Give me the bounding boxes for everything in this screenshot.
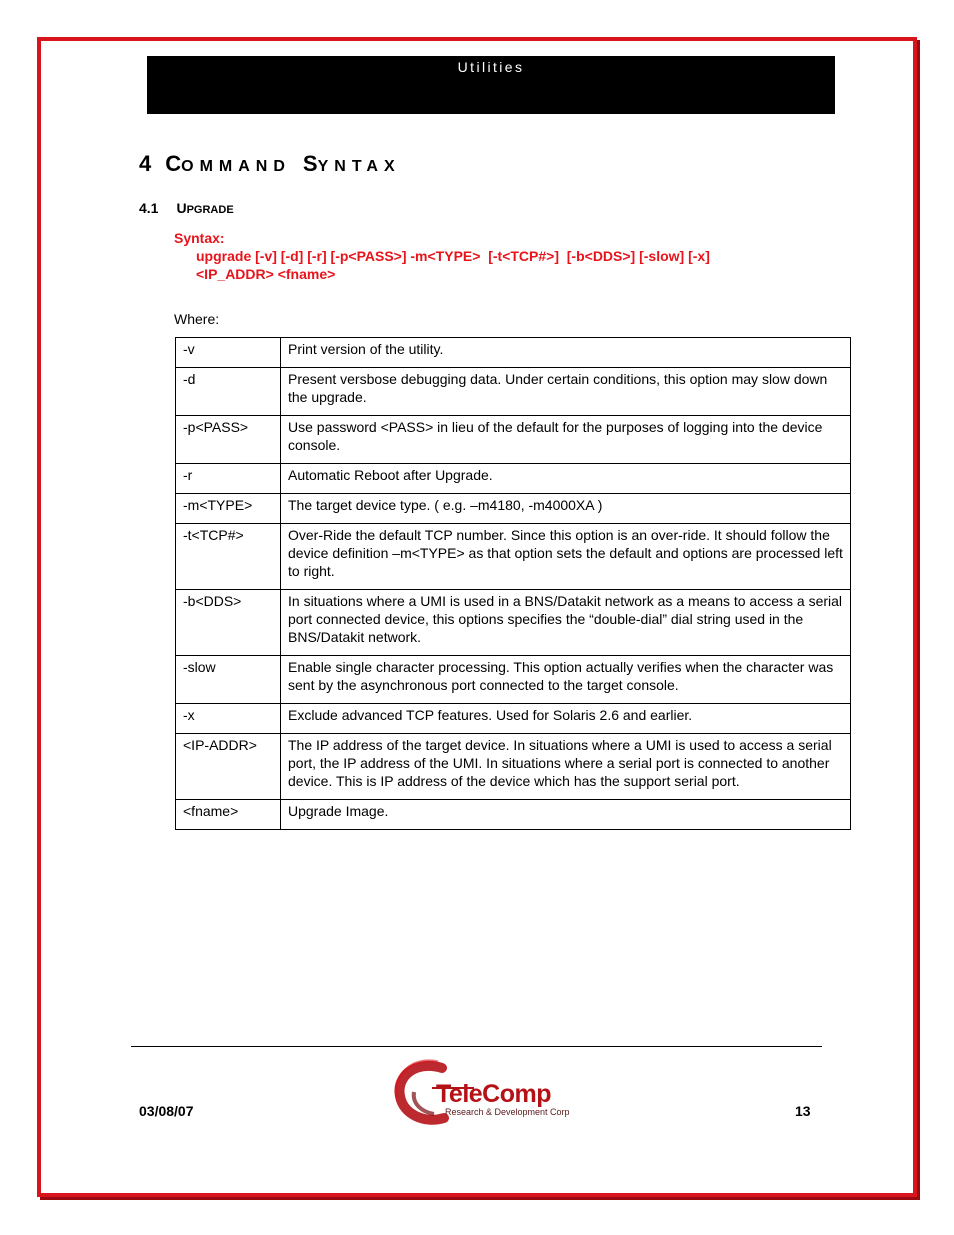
subsection-number: 4.1 [139, 200, 159, 216]
syntax-line-2: <IP_ADDR> <fname> [196, 266, 336, 282]
header-bar [147, 56, 835, 114]
section-heading [139, 151, 401, 177]
section-title-initial-2: S [302, 151, 318, 176]
footer-date: 03/08/07 [139, 1103, 194, 1119]
option-description: Over-Ride the default TCP number. Since this option is an over-ride. It should follow the device definition –m<TYPE> as that option sets the default and options are processed left to right. [281, 524, 851, 590]
options-table [175, 337, 851, 830]
option-name: -m<TYPE> [176, 494, 281, 524]
section-title-rest-2: YNTAX [317, 158, 401, 175]
section-number: 4 [139, 151, 152, 176]
option-name: -b<DDS> [176, 590, 281, 656]
option-name: -r [176, 464, 281, 494]
table-row [176, 590, 851, 656]
option-description: The IP address of the target device. In situations where a UMI is used to access a serial port, the IP address of the UMI. In situations where a serial port is connected to another device. This is IP address of the device which has the support serial port. [281, 734, 851, 800]
syntax-line-1: upgrade [-v] [-d] [-r] [-p<PASS>] -m<TYPE> [-t<TCP#>] [-b<DDS>] [-slow] [-x] [196, 248, 710, 264]
option-description: Enable single character processing. This option actually verifies when the character was sent by the asynchronous port connected to the target console. [281, 656, 851, 704]
table-row [176, 524, 851, 590]
page-number: 13 [795, 1103, 811, 1119]
telecomp-logo [394, 1054, 584, 1130]
table-row [176, 494, 851, 524]
footer-divider [131, 1046, 822, 1047]
option-name: <fname> [176, 800, 281, 830]
option-description: Print version of the utility. [281, 338, 851, 368]
option-name: -x [176, 704, 281, 734]
section-title-initial-1: C [165, 151, 182, 176]
subsection-title-rest: PGRADE [186, 204, 234, 216]
table-row [176, 338, 851, 368]
where-label: Where: [174, 311, 220, 327]
header-title: Utilities [457, 59, 525, 75]
subsection-heading [139, 200, 234, 216]
option-description: The target device type. ( e.g. –m4180, -m4000XA ) [281, 494, 851, 524]
table-row [176, 464, 851, 494]
option-description: Present versbose debugging data. Under certain conditions, this option may slow down the upgrade. [281, 368, 851, 416]
option-description: In situations where a UMI is used in a BNS/Datakit network as a means to access a serial port connected device, this options specifies the “double-dial” dial string used in the BNS/Datakit network. [281, 590, 851, 656]
logo-subtitle: Research & Development Corp [445, 1107, 570, 1117]
subsection-title-initial: U [176, 200, 187, 216]
option-name: -t<TCP#> [176, 524, 281, 590]
table-row [176, 800, 851, 830]
option-name: -v [176, 338, 281, 368]
section-title-rest-1: OMMAND [181, 158, 291, 175]
option-description: Exclude advanced TCP features. Used for Solaris 2.6 and earlier. [281, 704, 851, 734]
option-description: Automatic Reboot after Upgrade. [281, 464, 851, 494]
table-row [176, 734, 851, 800]
logo-name: TeleComp [436, 1080, 551, 1108]
option-name: -d [176, 368, 281, 416]
table-row [176, 656, 851, 704]
option-description: Upgrade Image. [281, 800, 851, 830]
table-row [176, 704, 851, 734]
syntax-label: Syntax: [174, 230, 225, 246]
option-name: <IP-ADDR> [176, 734, 281, 800]
table-row [176, 416, 851, 464]
option-name: -p<PASS> [176, 416, 281, 464]
option-name: -slow [176, 656, 281, 704]
option-description: Use password <PASS> in lieu of the default for the purposes of logging into the device console. [281, 416, 851, 464]
table-row [176, 368, 851, 416]
